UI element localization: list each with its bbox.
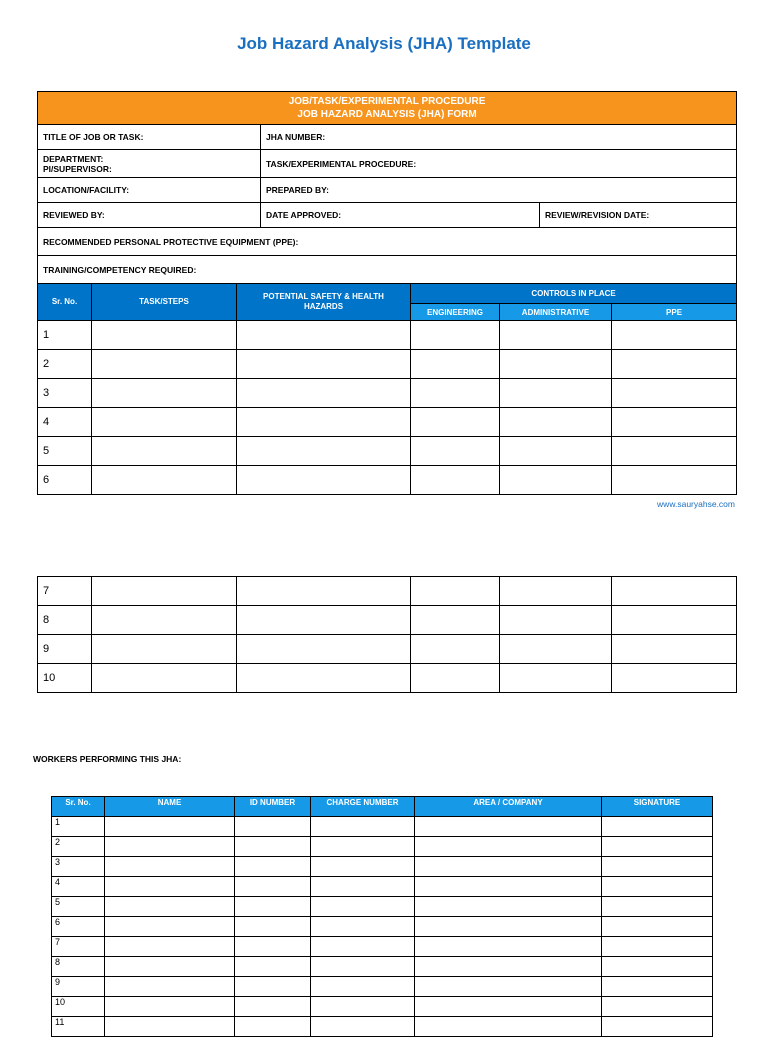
engineering-cell[interactable] bbox=[411, 437, 500, 466]
col-engineering: ENGINEERING bbox=[411, 304, 500, 321]
worker-id-number-cell[interactable] bbox=[235, 897, 311, 917]
task-steps-cell[interactable] bbox=[92, 408, 237, 437]
workers-col-name: NAME bbox=[105, 797, 235, 817]
administrative-cell[interactable] bbox=[500, 577, 612, 606]
worker-sr-no-cell: 1 bbox=[52, 817, 105, 837]
worker-id-number-cell[interactable] bbox=[235, 817, 311, 837]
engineering-cell[interactable] bbox=[411, 635, 500, 664]
worker-signature-cell[interactable] bbox=[602, 817, 713, 837]
engineering-cell[interactable] bbox=[411, 408, 500, 437]
administrative-cell[interactable] bbox=[500, 437, 612, 466]
worker-signature-cell[interactable] bbox=[602, 897, 713, 917]
hazard-row bbox=[38, 664, 737, 693]
worker-id-number-cell[interactable] bbox=[235, 937, 311, 957]
worker-row bbox=[52, 897, 713, 917]
hazards-cell[interactable] bbox=[237, 321, 411, 350]
worker-id-number-cell[interactable] bbox=[235, 957, 311, 977]
administrative-cell[interactable] bbox=[500, 408, 612, 437]
jha-form-table bbox=[37, 91, 737, 495]
ppe-cell[interactable] bbox=[612, 321, 737, 350]
worker-id-number-cell[interactable] bbox=[235, 977, 311, 997]
worker-name-cell[interactable] bbox=[105, 857, 235, 877]
website-link[interactable]: www.sauryahse.com bbox=[657, 499, 735, 509]
worker-sr-no-cell: 3 bbox=[52, 857, 105, 877]
engineering-cell[interactable] bbox=[411, 466, 500, 495]
worker-charge-number-cell[interactable] bbox=[311, 937, 415, 957]
ppe-cell[interactable] bbox=[612, 408, 737, 437]
prepared-by-field[interactable]: PREPARED BY: bbox=[261, 178, 737, 203]
worker-signature-cell[interactable] bbox=[602, 917, 713, 937]
hazards-cell[interactable] bbox=[237, 664, 411, 693]
form-header-line1: JOB/TASK/EXPERIMENTAL PROCEDURE bbox=[288, 96, 486, 107]
hazards-cell[interactable] bbox=[237, 635, 411, 664]
worker-area-company-cell[interactable] bbox=[415, 1017, 602, 1037]
worker-signature-cell[interactable] bbox=[602, 1017, 713, 1037]
worker-charge-number-cell[interactable] bbox=[311, 877, 415, 897]
worker-sr-no-cell: 5 bbox=[52, 897, 105, 917]
worker-sr-no-cell: 11 bbox=[52, 1017, 105, 1037]
worker-id-number-cell[interactable] bbox=[235, 997, 311, 1017]
worker-sr-no-cell: 7 bbox=[52, 937, 105, 957]
administrative-cell[interactable] bbox=[500, 606, 612, 635]
worker-area-company-cell[interactable] bbox=[415, 977, 602, 997]
col-administrative: ADMINISTRATIVE bbox=[500, 304, 612, 321]
title-of-job-field[interactable]: TITLE OF JOB OR TASK: bbox=[38, 125, 261, 150]
col-hazards-line1: POTENTIAL SAFETY & HEALTH bbox=[263, 292, 384, 301]
ppe-cell[interactable] bbox=[612, 635, 737, 664]
worker-name-cell[interactable] bbox=[105, 997, 235, 1017]
hazard-row bbox=[38, 350, 737, 379]
worker-charge-number-cell[interactable] bbox=[311, 837, 415, 857]
hazard-row bbox=[38, 577, 737, 606]
ppe-cell[interactable] bbox=[612, 379, 737, 408]
administrative-cell[interactable] bbox=[500, 635, 612, 664]
worker-signature-cell[interactable] bbox=[602, 997, 713, 1017]
supervisor-label: PI/SUPERVISOR: bbox=[43, 163, 112, 174]
jha-number-field[interactable]: JHA NUMBER: bbox=[261, 125, 737, 150]
engineering-cell[interactable] bbox=[411, 379, 500, 408]
engineering-cell[interactable] bbox=[411, 606, 500, 635]
worker-charge-number-cell[interactable] bbox=[311, 997, 415, 1017]
location-field[interactable]: LOCATION/FACILITY: bbox=[38, 178, 261, 203]
review-date-field[interactable]: REVIEW/REVISION DATE: bbox=[540, 203, 737, 228]
administrative-cell[interactable] bbox=[500, 379, 612, 408]
worker-area-company-cell[interactable] bbox=[415, 877, 602, 897]
worker-id-number-cell[interactable] bbox=[235, 917, 311, 937]
page-title: Job Hazard Analysis (JHA) Template bbox=[237, 34, 531, 53]
administrative-cell[interactable] bbox=[500, 321, 612, 350]
worker-area-company-cell[interactable] bbox=[415, 957, 602, 977]
col-task-steps: TASK/STEPS bbox=[92, 284, 237, 321]
task-steps-cell[interactable] bbox=[92, 664, 237, 693]
form-header bbox=[38, 92, 737, 125]
ppe-required-field[interactable]: RECOMMENDED PERSONAL PROTECTIVE EQUIPMENT (PPE): bbox=[38, 228, 737, 256]
worker-signature-cell[interactable] bbox=[602, 957, 713, 977]
ppe-cell[interactable] bbox=[612, 577, 737, 606]
ppe-cell[interactable] bbox=[612, 437, 737, 466]
worker-charge-number-cell[interactable] bbox=[311, 957, 415, 977]
row-number: 1 bbox=[38, 321, 92, 350]
row-number: 9 bbox=[38, 635, 92, 664]
hazard-row bbox=[38, 321, 737, 350]
worker-signature-cell[interactable] bbox=[602, 877, 713, 897]
worker-area-company-cell[interactable] bbox=[415, 997, 602, 1017]
worker-name-cell[interactable] bbox=[105, 877, 235, 897]
worker-sr-no-cell: 10 bbox=[52, 997, 105, 1017]
worker-id-number-cell[interactable] bbox=[235, 877, 311, 897]
workers-col-signature: SIGNATURE bbox=[602, 797, 713, 817]
hazard-row bbox=[38, 635, 737, 664]
hazard-row bbox=[38, 408, 737, 437]
worker-name-cell[interactable] bbox=[105, 1017, 235, 1037]
workers-heading: WORKERS PERFORMING THIS JHA: bbox=[33, 754, 182, 764]
ppe-cell[interactable] bbox=[612, 664, 737, 693]
worker-area-company-cell[interactable] bbox=[415, 917, 602, 937]
worker-name-cell[interactable] bbox=[105, 917, 235, 937]
task-steps-cell[interactable] bbox=[92, 437, 237, 466]
administrative-cell[interactable] bbox=[500, 664, 612, 693]
worker-charge-number-cell[interactable] bbox=[311, 897, 415, 917]
hazard-row bbox=[38, 379, 737, 408]
worker-charge-number-cell[interactable] bbox=[311, 977, 415, 997]
hazard-row bbox=[38, 437, 737, 466]
row-number: 5 bbox=[38, 437, 92, 466]
date-approved-field[interactable]: DATE APPROVED: bbox=[261, 203, 540, 228]
worker-row bbox=[52, 857, 713, 877]
worker-sr-no-cell: 2 bbox=[52, 837, 105, 857]
worker-row bbox=[52, 917, 713, 937]
hazards-cell[interactable] bbox=[237, 606, 411, 635]
task-steps-cell[interactable] bbox=[92, 321, 237, 350]
col-controls: CONTROLS IN PLACE bbox=[411, 284, 737, 304]
engineering-cell[interactable] bbox=[411, 321, 500, 350]
worker-area-company-cell[interactable] bbox=[415, 857, 602, 877]
workers-col-id-number: ID NUMBER bbox=[235, 797, 311, 817]
worker-charge-number-cell[interactable] bbox=[311, 917, 415, 937]
col-sr-no: Sr. No. bbox=[38, 284, 92, 321]
worker-name-cell[interactable] bbox=[105, 937, 235, 957]
col-hazards-line2: HAZARDS bbox=[303, 302, 344, 311]
row-number: 3 bbox=[38, 379, 92, 408]
hazards-cell[interactable] bbox=[237, 408, 411, 437]
ppe-cell[interactable] bbox=[612, 350, 737, 379]
worker-charge-number-cell[interactable] bbox=[311, 817, 415, 837]
administrative-cell[interactable] bbox=[500, 350, 612, 379]
engineering-cell[interactable] bbox=[411, 577, 500, 606]
department-field[interactable] bbox=[38, 150, 261, 178]
task-steps-cell[interactable] bbox=[92, 379, 237, 408]
worker-signature-cell[interactable] bbox=[602, 837, 713, 857]
worker-id-number-cell[interactable] bbox=[235, 837, 311, 857]
worker-area-company-cell[interactable] bbox=[415, 817, 602, 837]
worker-area-company-cell[interactable] bbox=[415, 897, 602, 917]
worker-sr-no-cell: 8 bbox=[52, 957, 105, 977]
task-steps-cell[interactable] bbox=[92, 635, 237, 664]
row-number: 7 bbox=[38, 577, 92, 606]
worker-sr-no-cell: 9 bbox=[52, 977, 105, 997]
worker-row bbox=[52, 937, 713, 957]
workers-col-sr-no: Sr. No. bbox=[52, 797, 105, 817]
ppe-cell[interactable] bbox=[612, 466, 737, 495]
task-steps-cell[interactable] bbox=[92, 466, 237, 495]
worker-id-number-cell[interactable] bbox=[235, 857, 311, 877]
row-number: 2 bbox=[38, 350, 92, 379]
hazard-row bbox=[38, 606, 737, 635]
worker-name-cell[interactable] bbox=[105, 957, 235, 977]
col-hazards bbox=[237, 284, 411, 321]
worker-charge-number-cell[interactable] bbox=[311, 857, 415, 877]
worker-name-cell[interactable] bbox=[105, 817, 235, 837]
worker-area-company-cell[interactable] bbox=[415, 837, 602, 857]
worker-row bbox=[52, 1017, 713, 1037]
worker-sr-no-cell: 4 bbox=[52, 877, 105, 897]
row-number: 6 bbox=[38, 466, 92, 495]
form-header-line2: JOB HAZARD ANALYSIS (JHA) FORM bbox=[297, 109, 477, 120]
worker-area-company-cell[interactable] bbox=[415, 937, 602, 957]
workers-table bbox=[51, 796, 713, 1037]
worker-charge-number-cell[interactable] bbox=[311, 1017, 415, 1037]
worker-row bbox=[52, 977, 713, 997]
administrative-cell[interactable] bbox=[500, 466, 612, 495]
engineering-cell[interactable] bbox=[411, 350, 500, 379]
worker-name-cell[interactable] bbox=[105, 897, 235, 917]
training-field[interactable]: TRAINING/COMPETENCY REQUIRED: bbox=[38, 256, 737, 284]
worker-name-cell[interactable] bbox=[105, 837, 235, 857]
workers-col-area-company: AREA / COMPANY bbox=[415, 797, 602, 817]
task-steps-cell[interactable] bbox=[92, 577, 237, 606]
hazards-cell[interactable] bbox=[237, 466, 411, 495]
worker-sr-no-cell: 6 bbox=[52, 917, 105, 937]
worker-signature-cell[interactable] bbox=[602, 857, 713, 877]
workers-col-charge-number: CHARGE NUMBER bbox=[311, 797, 415, 817]
worker-id-number-cell[interactable] bbox=[235, 1017, 311, 1037]
worker-row bbox=[52, 957, 713, 977]
worker-row bbox=[52, 837, 713, 857]
col-ppe: PPE bbox=[612, 304, 737, 321]
hazards-cell[interactable] bbox=[237, 350, 411, 379]
worker-row bbox=[52, 817, 713, 837]
hazards-cell[interactable] bbox=[237, 379, 411, 408]
worker-signature-cell[interactable] bbox=[602, 937, 713, 957]
row-number: 8 bbox=[38, 606, 92, 635]
task-steps-cell[interactable] bbox=[92, 606, 237, 635]
worker-signature-cell[interactable] bbox=[602, 977, 713, 997]
department-label: DEPARTMENT: bbox=[43, 153, 104, 164]
engineering-cell[interactable] bbox=[411, 664, 500, 693]
hazards-cell[interactable] bbox=[237, 577, 411, 606]
hazards-cell[interactable] bbox=[237, 437, 411, 466]
task-procedure-field[interactable]: TASK/EXPERIMENTAL PROCEDURE: bbox=[261, 150, 737, 178]
reviewed-by-field[interactable]: REVIEWED BY: bbox=[38, 203, 261, 228]
hazard-row bbox=[38, 466, 737, 495]
ppe-cell[interactable] bbox=[612, 606, 737, 635]
jha-form-table-continued bbox=[37, 576, 737, 693]
worker-row bbox=[52, 997, 713, 1017]
row-number: 4 bbox=[38, 408, 92, 437]
worker-name-cell[interactable] bbox=[105, 977, 235, 997]
row-number: 10 bbox=[38, 664, 92, 693]
worker-row bbox=[52, 877, 713, 897]
task-steps-cell[interactable] bbox=[92, 350, 237, 379]
